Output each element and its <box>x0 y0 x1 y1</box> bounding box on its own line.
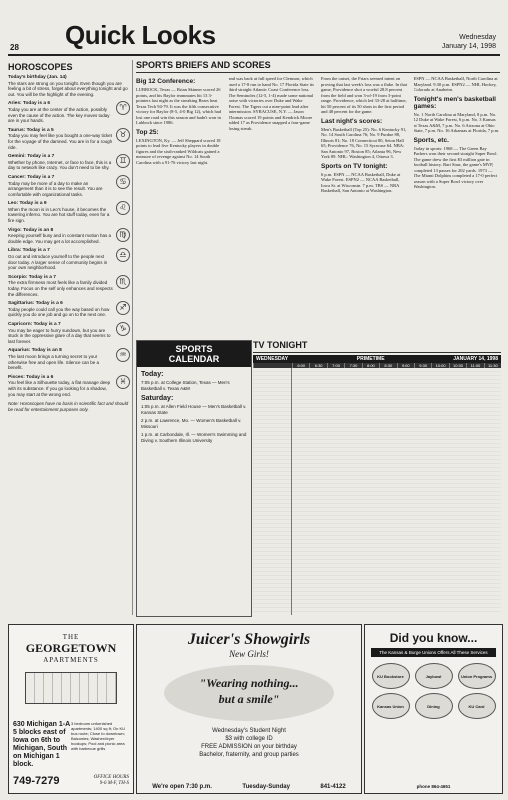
horoscope-sign-name: Pisces: Today is a 6 <box>8 374 54 380</box>
juicers-phone: 841-4122 <box>320 784 346 790</box>
tv-time-slot: 8:30 <box>379 363 396 368</box>
zodiac-icon: ♋ <box>116 175 130 189</box>
juicers-line: FREE ADMISSION on your birthday <box>201 744 297 750</box>
horoscope-text: You feel like a Silhouette today, a flat manage deep with its substance. If you go looking for a shadow, you may start at the wrong end. <box>8 380 111 397</box>
tv-band-day: WEDNESDAY <box>256 356 289 362</box>
horoscope-text: The last moon brings a turning secret to your otherwise free and open life. Silence can be a benefit. <box>8 353 100 371</box>
tv-tonight <box>253 340 501 615</box>
horoscope-text: Today you are at the center of the action, possibly even the cause of the action. The key moves today are in your hands. <box>8 106 110 124</box>
juicers-days: Tuesday-Sunday <box>242 784 290 790</box>
games-list: No. 1 North Carolina at Maryland, 8 p.m. No. 12 Duke at Wake Forest, 6 p.m. No. 3 Kansas at Texas A&M, 7 p.m. No. 6 Arizona at Ohio State, 7 p.m. No. 16 Arkansas at Florida, 7 p.m. <box>413 111 500 133</box>
horoscope-sign-name: Taurus: Today is a 5 <box>8 127 54 133</box>
horoscope-entry <box>8 375 130 397</box>
sports-briefs-heading: SPORTS BRIEFS AND SCORES <box>136 60 500 73</box>
zodiac-icon: ♑ <box>116 322 130 336</box>
sports-column-2 <box>229 76 316 335</box>
providence-story: From the outset, the Friars seemed intent on proving that last week's loss was a fluke. In that game, Providence shot a woeful 28.8 percent from the field and won 3-of-19 from 3-point range. Providence, which led 33-28 at halftime, hit 50 percent of its 50 shots in the first period and 48 percent for the game. <box>321 76 408 114</box>
horoscope-text: Keeping yourself busy and in constant motion has a double edge. You may get a lot accomplished. <box>8 233 112 244</box>
horoscope-entry <box>8 322 130 344</box>
sports-column-3 <box>321 76 408 335</box>
section-title: Quick Looks <box>65 20 216 50</box>
juicers-quote-2: but a smile" <box>218 692 280 706</box>
horoscope-text: The extra firmness most feels like a family divided today. Focus on the self only enhances and respects the differences. <box>8 280 113 297</box>
horoscope-entry <box>8 154 130 171</box>
horoscope-sign-name: Gemini: Today is a 7 <box>8 154 55 160</box>
horoscope-sign-name: Leo: Today is a 9 <box>8 201 47 207</box>
big12-story: LUBBOCK, Texas — Brian Skinner scored 26 points, and his Baylor teammates hit 13 3-pointers last night as the streaking Bears beat Texas Tech 94-79. It was the fifth consecutive victory for Baylor (8-5, 4-0 Big 12), which had lost one road win this season and hadn't won in Lubbock since 1986. <box>136 87 221 125</box>
juicers-line: Wednesday's Student Night <box>212 728 286 734</box>
horoscope-intro <box>8 75 130 97</box>
tv-time-slot: 9:30 <box>414 363 431 368</box>
top25-story: LEXINGTON, Ky. — Jeff Sheppard scored 18 points to lead five Kentucky players in double figures and the sixth-ranked Wildcats gained a measure of revenge against No. 14 South Carolina with a 91-76 victory last night. <box>136 137 221 165</box>
tv-band-date: JANUARY 14, 1998 <box>453 356 498 362</box>
unions-strip: The Kansas & Burge Unions Offers All These Services <box>371 648 496 657</box>
horoscope-entry <box>8 128 130 150</box>
horoscope-entry <box>8 275 130 297</box>
horoscope-sign-name: Cancer: Today is a 7 <box>8 174 55 180</box>
scores-heading: Last night's scores: <box>321 117 383 125</box>
unions-phone: phone 864-4651 <box>416 784 451 789</box>
zodiac-icon: ♎ <box>116 248 130 262</box>
juicers-line: Bachelor, fraternity, and group parties <box>199 752 299 758</box>
horoscope-sign-name: Capricorn: Today is a 7 <box>8 321 61 327</box>
unions-logo: Dining <box>415 693 453 719</box>
horoscope-text: You may be eager to hurry sundown, but you are stuck in the oppressive glare of a day that seems to last forever. <box>8 327 111 344</box>
calendar-saturday-item: 1:05 p.m. at Allen Field House — Men's Basketball v. Kansas State <box>141 404 247 415</box>
juicers-hours: We're open 7:30 p.m. <box>152 784 212 790</box>
calendar-today-item: 7:05 p.m. at College Station, Texas — Men's Basketball v. Texas A&M <box>141 380 230 391</box>
tv-band-center: PRIMETIME <box>356 356 385 362</box>
unions-logo: KU Card <box>458 693 496 719</box>
horoscope-sign-name: Libra: Today is a 7 <box>8 248 50 254</box>
horoscope-sign-name: Scorpio: Today is a 7 <box>8 274 56 280</box>
georgetown-apartments: APARTMENTS <box>43 656 99 664</box>
sports-calendar-banner <box>137 341 251 367</box>
georgetown-features: 3 bedroom unfurnished apartments; 1400 sq ft; On KU bus route; Close to downtown; Balconies; Washer/dryer hookups; Pool and picnic area with barbecue grills <box>71 721 126 751</box>
sports-calendar <box>136 340 252 617</box>
sports-calendar-title-2: CALENDAR <box>168 354 220 364</box>
scores-list: Men's Basketball (Top 25): No. 6 Kentucky 91, No. 14 South Carolina 76; No. 9 Purdue 88, Illinois 81; No. 18 Connecticut 80, Seton Hall 65; Providence 76, No. 15 Syracuse 64. NBA: San Antonio 97, Boston 85; Atlanta 96, New York 89. NHL: Washington 4, Ottawa 3. <box>321 126 407 159</box>
horoscopes-column <box>8 60 133 615</box>
zodiac-icon: ♏ <box>116 275 130 289</box>
dateline-day: Wednesday <box>459 34 496 41</box>
horoscope-entry <box>8 201 130 223</box>
georgetown-name: GEORGETOWN <box>25 641 117 655</box>
horoscope-text: When the moon is in Leo's house, it becomes the towering inferno. You are hot stuff today, even for a fire sign. <box>8 206 110 224</box>
sports-tv-more: ESPN — NCAA Basketball, North Carolina at Maryland. 9:30 p.m. ESPN2 — NHL Hockey, Colorado at Anaheim. <box>413 76 498 92</box>
horoscopes-heading: HOROSCOPES <box>8 62 73 72</box>
horoscope-text: Go out and introduce yourself to the people next door today. A larger sense of community begins in your own neighborhood. <box>8 254 108 271</box>
sports-tv-list: 6 p.m. ESPN — NCAA Basketball, Duke at Wake Forest. ESPN2 — NCAA Basketball, Iowa St. at Wisconsin. 7 p.m. TBS — NBA Basketball, San Antonio at Washington. <box>321 171 401 193</box>
georgetown-hours-label: OFFICE HOURS <box>93 775 129 780</box>
calendar-saturday-heading: Saturday: <box>141 395 174 402</box>
clemson-story: and was back at full speed for Clemson, which used a 17-8 run to hand No. 17 Florida State its third straight Atlantic Coast Conference loss. The Seminoles (12-5, 1-4) made some national noise with victories over Duke and Wake Forest. The Tigers cut a nine-point lead after intermission. SYRACUSE, N.Y. — Jason Thomas scored 19 points and Kendrick Moore added 17 as Providence snapped a four-game losing streak. <box>228 76 314 131</box>
tv-time-slot: 11:00 <box>466 363 483 368</box>
georgetown-address: 630 Michigan 1-A 5 blocks east of Iowa on 6th to Michigan, South on Michigan 1 block. <box>13 721 70 768</box>
unions-logo-grid <box>369 661 498 721</box>
georgetown-hours <box>94 775 129 787</box>
horoscope-entry <box>8 101 130 123</box>
juicers-footer <box>137 784 361 790</box>
tv-time-slot: 7:30 <box>344 363 361 368</box>
horoscope-sign-name: Virgo: Today is an 8 <box>8 227 54 233</box>
calendar-saturday-item: 2 p.m. at Lawrence, Mo. — Women's Basketball v. Missouri <box>141 418 242 429</box>
horoscope-intro-text: The stars are strong on you tonight. Even though you are feeling a bit of stress, forget about everything tonight and go out. You will be the highlight of the evening. <box>8 80 128 97</box>
calendar-saturday-item: 1 p.m. at Carbondale, Ill. — Women's Swimming and Diving v. Southern Illinois University <box>141 432 247 443</box>
tv-time-slot: 10:00 <box>431 363 448 368</box>
sports-tv-heading: Sports on TV tonight: <box>321 162 388 170</box>
tv-grid-band <box>253 355 501 363</box>
sports-briefs <box>136 60 500 335</box>
horoscope-intro-sign: Today's birthday (Jan. 14) <box>8 75 67 80</box>
sports-column-1 <box>136 76 223 335</box>
tv-time-slot: 6:00 <box>292 363 309 368</box>
horoscope-entry <box>8 348 130 370</box>
juicers-logo: Juicer's Showgirls <box>187 631 311 648</box>
unions-logo: KU Bookstore <box>372 663 410 689</box>
horoscope-sign-name: Sagittarius: Today is a 6 <box>8 301 63 307</box>
horoscope-sign-name: Aries: Today is a 6 <box>8 101 51 107</box>
zodiac-icon: ♒ <box>116 348 130 362</box>
zodiac-icon: ♌ <box>116 201 130 215</box>
unions-logo: Jaybowl <box>415 663 453 689</box>
tv-time-slot: 11:30 <box>484 363 501 368</box>
tv-time-slot: 6:30 <box>309 363 326 368</box>
sports-calendar-title-1: SPORTS <box>175 344 213 354</box>
header-rule <box>8 54 500 56</box>
zodiac-icon: ♉ <box>116 128 130 142</box>
tv-time-slot: 9:00 <box>397 363 414 368</box>
horoscope-sign-name: Aquarius: Today is an 8 <box>8 348 62 354</box>
juicers-quote-1: "Wearing nothing... <box>199 676 299 690</box>
unions-logo: Kansas Union <box>372 693 410 719</box>
tv-time-slot: 10:30 <box>449 363 466 368</box>
zodiac-icon: ♓ <box>116 375 130 389</box>
horoscope-entry <box>8 301 130 318</box>
zodiac-icon: ♍ <box>116 228 130 242</box>
tv-listings-grid <box>253 368 501 615</box>
georgetown-apartments-ad <box>8 624 134 794</box>
zodiac-icon: ♊ <box>116 154 130 168</box>
sports-column-4 <box>414 76 501 335</box>
games-heading: Tonight's men's basketball games: <box>413 95 496 110</box>
juicers-showgirls-ad <box>136 624 362 794</box>
unions-ad <box>364 624 503 794</box>
horoscope-text: Today people could call you the way based on how quickly you do one job and go on to the next one. <box>8 306 110 318</box>
top25-heading: Top 25: <box>136 128 159 136</box>
tv-tonight-heading: TV TONIGHT <box>253 340 501 353</box>
tv-time-slot: 7:00 <box>327 363 344 368</box>
horoscope-text: Today may be more of a day to make an arrangement than it is to see the result. You are comfortable with organizational tasks. <box>8 180 103 197</box>
big12-heading: Big 12 Conference: <box>136 78 196 85</box>
georgetown-the: THE <box>62 633 80 641</box>
juicers-quote <box>164 665 334 721</box>
dateline-date: January 14, 1998 <box>441 43 496 50</box>
horoscope-text: Whether by phone, Internet, or face to face, this is a day to network like crazy. You don't need to be shy. <box>8 159 112 171</box>
horoscope-entry <box>8 228 130 245</box>
unions-headline: Did you know... <box>389 631 478 645</box>
tv-time-slot: 8:00 <box>362 363 379 368</box>
horoscope-sign-list <box>8 101 132 397</box>
sports-etc-heading: Sports, etc. <box>413 136 449 144</box>
georgetown-phone: 749-7279 <box>13 775 60 787</box>
page-number: 28 <box>10 43 19 52</box>
sports-etc-text: Today in sports: 1968 — The Green Bay Packers won their second straight Super Bowl. The game drew the first $3 million gate in football history. Bart Starr, the game's MVP, completed 13 passes for 202 yards. 1973 — The Miami Dolphins completed a 17-0 perfect season with a Super Bowl victory over Washington. <box>413 145 498 189</box>
horoscope-note: Note: Horoscopes have no basis in scientific fact and should be read for entertainment purposes only. <box>8 401 129 412</box>
zodiac-icon: ♈ <box>116 101 130 115</box>
dateline <box>442 33 496 51</box>
horoscope-entry <box>8 175 130 197</box>
calendar-today-heading: Today: <box>141 371 164 378</box>
horoscope-text: Today you may feel like you bought a one-way ticket for the voyage of the damned. You are in for a rough ride. <box>8 133 113 150</box>
building-illustration <box>25 672 117 704</box>
juicers-tagline: New Girls! <box>229 649 269 659</box>
zodiac-icon: ♐ <box>116 301 130 315</box>
unions-logo: Union Programs <box>458 663 496 689</box>
georgetown-hours-value: 9-6 M-F, TH-S <box>99 781 129 786</box>
juicers-line: $3 with college ID <box>225 736 273 742</box>
horoscope-entry <box>8 248 130 270</box>
